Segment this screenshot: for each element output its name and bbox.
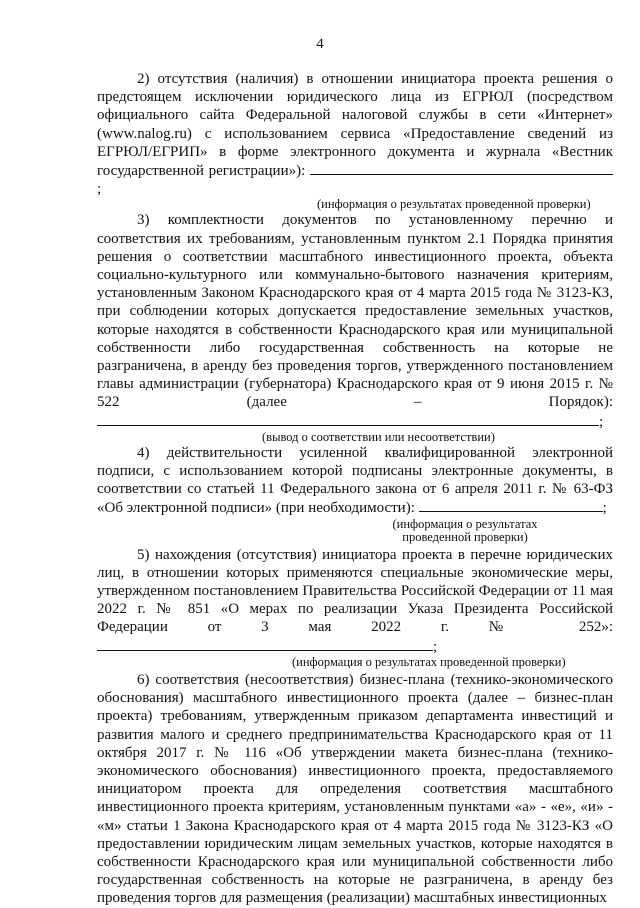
paragraph-5-blank-line [97,637,433,651]
paragraph-2-end: ; [97,181,102,198]
paragraph-4-blank-line [419,498,603,512]
paragraph-3-caption: (вывод о соответствии или несоответствии) [262,429,495,444]
paragraph-6: 6) соответствия (несоответствия) бизнес-плана (технико-экономического обоснования) масштабного инвестиционного проекта (далее – бизнес-план проекта) требованиям, утвержденным приказом департамента инвестиций и развития малого и среднего предпринимательства Краснодарского края от 11 октября 2017 г. № 116 «Об утверждении макета бизнес-плана (технико-экономического обоснования) инвестиционного проекта, предоставляемого инициатором проекта для определения соответствия масштабного инвестиционного проекта критериям, установленным пунктами «а» - «е», «и» - «м» статьи 1 Закона Краснодарского края от 4 марта 2015 года № 3123-КЗ «О предоставлении юридическим лицам земельных участков, которые находятся в собственности Краснодарского края или муниципальной собственности либо государственная собственность на которые не разграничена, в аренду без проведения торгов для размещения (реализации) масштабных инвестиционных [97,671,613,907]
paragraph-4 [97,444,613,518]
paragraph-2 [97,70,613,198]
paragraph-5-caption: (информация о результатах проведенной проверки) [292,654,566,669]
paragraph-3 [97,211,613,430]
paragraph-4-caption: (информация о результатах проведенной проверки) [392,516,538,544]
paragraph-3-text: 3) комплектности документов по установленному перечню и соответствия их требованиям, установленным пунктом 2.1 Порядка принятия решения о соответствии масштабного инвестиционного проекта, объекта социально-культурного или коммунально-бытового назначения критериям, установленным Законом Краснодарского края от 4 марта 2015 года № 3123-КЗ, при соблюдении которых допускается предоставление земельных участков, которые находятся в собственности Краснодарского края или муниципальной собственности либо государственная собственность на которые не разграничена, в аренду без проведения торгов, утвержденного постановлением главы администрации (губернатора) Краснодарского края от 9 июня 2015 г. № 522 (далее – Порядок): [97,212,613,411]
page-number: 4 [316,36,324,52]
paragraph-5-end: ; [433,638,438,655]
paragraph-2-blank-line [310,161,613,175]
paragraph-3-end: ; [599,413,604,430]
paragraph-5-text: 5) нахождения (отсутствия) инициатора проекта в перечне юридических лиц, в отношении которых применяются специальные экономические меры, утвержденном постановлением Правительства Российской Федерации от 11 мая 2022 г. № 851 «О мерах по реализации Указа Президента Российской Федерации от 3 мая 2022 г. № 252»: [97,546,613,636]
paragraph-2-caption: (информация о результатах проведенной проверки) [317,197,591,212]
paragraph-4-end: ; [602,500,607,517]
paragraph-5 [97,546,613,656]
paragraph-2-text: 2) отсутствия (наличия) в отношении инициатора проекта решения о предстоящем исключении юридического лица из ЕГРЮЛ (посредством официального сайта Федеральной налоговой службы в сети «Интернет» (www.nalog.ru) с использованием сервиса «Предоставление сведений из ЕГРЮЛ/ЕГРИП» в форме электронного документа и журнала «Вестник государственной регистрации»): [97,71,613,180]
document-body [97,70,613,908]
paragraph-4-text: 4) действительности усиленной квалифицированной электронной подписи, с использованием которой подписаны электронные документы, в соответствии со статьей 11 Федерального закона от 6 апреля 2011 г. № 63-ФЗ «Об электронной подписи» (при необходимости): [97,444,613,517]
paragraph-3-blank-line [97,412,599,426]
